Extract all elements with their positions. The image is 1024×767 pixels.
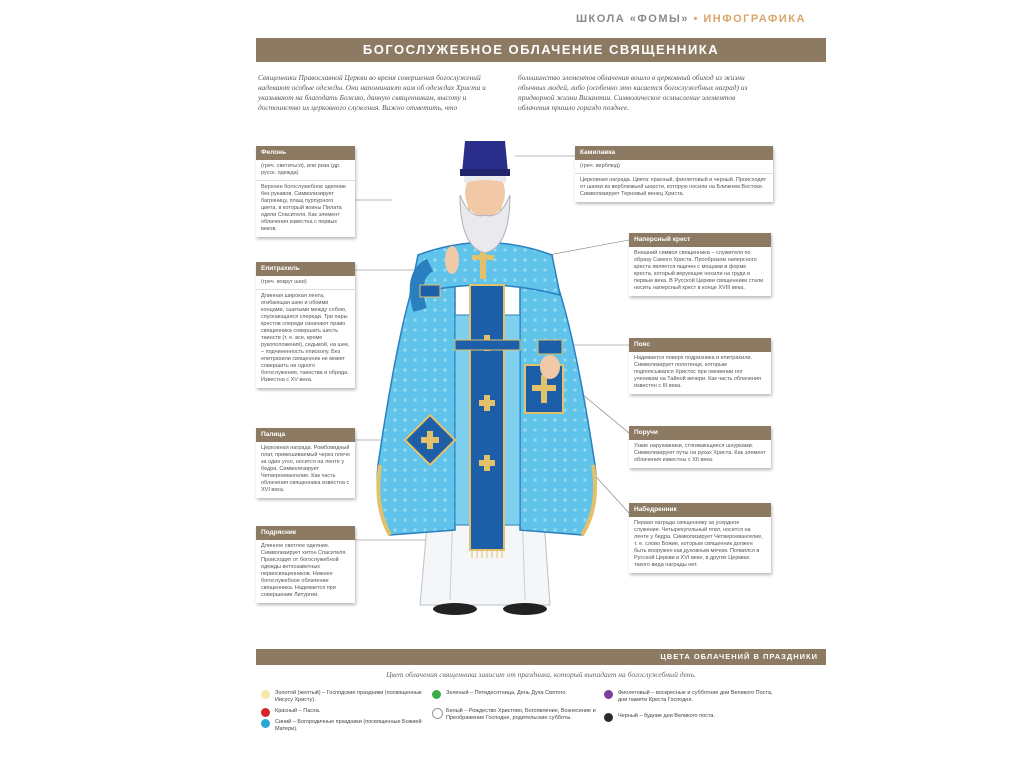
legend-red-swatch — [261, 708, 270, 717]
kamilavka-shape — [462, 141, 508, 173]
card-felon-subtitle: (греч. светиться), или риза (др. русск. одежда) — [256, 160, 355, 181]
legend-blue-text: Синий – Богородичные праздники (посвященные Божией Матери). — [275, 719, 422, 732]
card-nabedrennik-text: Первая награда священнику за усердное служение. Четырехугольный плат, носится на ленте у бедра. Символизирует Четвероевангелие, т. е. слово Божие, которым священник должен быть вооружен как духовным мечом. Появился в Русской Церкви в XVI веке, в других Церквах такого вида награды нет. — [634, 520, 763, 568]
card-epitrakhil — [256, 262, 355, 388]
legend-gold-swatch — [261, 690, 270, 699]
card-podryasnik — [256, 526, 355, 603]
colors-section-bar — [256, 649, 826, 665]
epitrakhil-shape — [470, 285, 504, 550]
colors-section-title: ЦВЕТА ОБЛАЧЕНИЙ В ПРАЗДНИКИ — [660, 652, 818, 661]
legend-green-swatch — [432, 690, 441, 699]
legend-green — [446, 690, 606, 697]
poruchi-shape — [538, 340, 562, 354]
card-nabedrennik-title: Набедренник — [629, 503, 771, 517]
card-palitsa-title: Палица — [256, 428, 355, 442]
legend-red-text: Красный – Пасха. — [275, 708, 321, 714]
card-epitrakhil-text: Длинная широкая лента, огибающая шею и обоими концами, сшитыми между собою, спускающаяся спереди. Три пары крестов спереди означают право священника совершать шесть таинств (т. е. все, кроме рукоположения), седьмой, на шее, – подчиненность епископу. Без епитрахили священник не может совершить ни одного богослужения, таинства и обряда. Известна с XV века. — [261, 293, 350, 383]
brand-separator: • — [688, 13, 704, 25]
card-napersny-krest-title: Наперсный крест — [629, 233, 771, 247]
legend-black-swatch — [604, 713, 613, 722]
card-poyas-title: Пояс — [629, 338, 771, 352]
card-felon — [256, 146, 355, 237]
priest-illustration — [360, 135, 610, 620]
legend-red — [275, 708, 435, 715]
card-poyas-text: Надевается поверх подризника и епитрахили. Символизирует полотенце, которым подпоясывался Христос при омовении ног ученикам на Тайной вечери. Как часть облачения известен с III века. — [634, 355, 761, 389]
legend-black — [618, 713, 778, 720]
card-kamilavka — [575, 146, 773, 202]
legend-white — [446, 708, 606, 722]
legend-gold — [275, 690, 435, 704]
card-napersny-krest — [629, 233, 771, 296]
card-kamilavka-title: Камилавка — [575, 146, 773, 160]
card-kamilavka-text: Церковная награда. Цвета: красный, фиолетовый и черный. Происходит от шапки из верблюжьей шерсти, которую носили на Ближнем Востоке. Символизирует Терновый венец Христа. — [580, 177, 767, 197]
card-kamilavka-subtitle: (греч. верблюд) — [575, 160, 773, 174]
card-poruchi-title: Поручи — [629, 426, 771, 440]
legend-black-text: Черный – будние дни Великого поста. — [618, 713, 715, 719]
legend-green-text: Зеленый – Пятидесятница, День Духа Святого. — [446, 690, 567, 696]
card-podryasnik-text: Длинное светлое одеяние. Символизирует хитон Спасителя. Происходит от богослужебной одежды ветхозаветных первосвященников. Нижнее богослужебное облачение священника. Надевается при совершении Литургии. — [261, 543, 347, 598]
card-felon-title: Фелонь — [256, 146, 355, 160]
card-epitrakhil-subtitle: (греч. вокруг шеи) — [256, 276, 355, 290]
card-poruchi-text: Узкие нарукавники, стягивающиеся шнурками. Символизируют путы на руках Христа. Как элемент облачения известны с XII века. — [634, 443, 766, 463]
legend-gold-text: Золотой (желтый) – Господские праздники (посвященные Иисусу Христу). — [275, 690, 422, 703]
legend-violet-swatch — [604, 690, 613, 699]
colors-section-subtitle: Цвет облачения священника зависит от праздника, который выпадает на богослужебный день. — [386, 670, 696, 679]
card-poyas — [629, 338, 771, 394]
intro-left: Священники Православной Церкви во время совершения богослужений надевают особые одежды. Они напоминают нам об одеждах Христа и указывают на благодать Божию, данную священникам, высоту и достоинство их церковного служения. Важно отметить, что — [258, 73, 486, 112]
legend-white-swatch — [432, 708, 443, 719]
legend-violet-text: Фиолетовый – воскресные и субботние дни Великого Поста, дни памяти Креста Господня. — [618, 690, 773, 703]
poyas-shape — [455, 340, 520, 350]
card-palitsa-text: Церковная награда. Ромбовидный плат, привешиваемый через плечо за один угол, носится на ленте у бедра. Символизирует Четвероевангелие. Как часть облачения священника известна с XVI века. — [261, 445, 350, 493]
card-epitrakhil-title: Епитрахиль — [256, 262, 355, 276]
card-napersny-krest-text: Внешний символ священника – служителя по образу Самого Христа. Прообразом наперсного креста является ящичек с мощами в форме креста, который верующие носили на груди в первые века. В Русской Церкви священники стали носить наперсный крест в конце XVIII века. — [634, 250, 764, 291]
card-palitsa — [256, 428, 355, 498]
brand-name: ШКОЛА «ФОМЫ» — [576, 13, 689, 25]
card-podryasnik-title: Подрясник — [256, 526, 355, 540]
card-poruchi — [629, 426, 771, 468]
legend-white-text: Белый – Рождество Христово, Богоявление, Вознесение и Преображение Господне, родительские субботы. — [446, 708, 596, 721]
legend-blue — [275, 719, 435, 733]
card-nabedrennik — [629, 503, 771, 573]
legend-violet — [618, 690, 778, 704]
intro-right: большинство элементов облачения вошло в церковный обиход из жизни обычных людей, либо (особенно это касается богослужебных наград) из придворной жизни Византии. Символическое осмысление элементов облачения пришло гораздо позднее. — [518, 73, 748, 112]
legend-blue-swatch — [261, 719, 270, 728]
card-felon-text: Верхнее богослужебное одеяние без рукавов. Символизирует багряницу, плащ пурпурного цвета, в который воины Пилата одели Спасителя. Как элемент облачения известна с первых веков. — [261, 184, 346, 232]
page-title: БОГОСЛУЖЕБНОЕ ОБЛАЧЕНИЕ СВЯЩЕННИКА — [256, 38, 826, 62]
brand-section: ИНФОГРАФИКА — [703, 13, 806, 25]
